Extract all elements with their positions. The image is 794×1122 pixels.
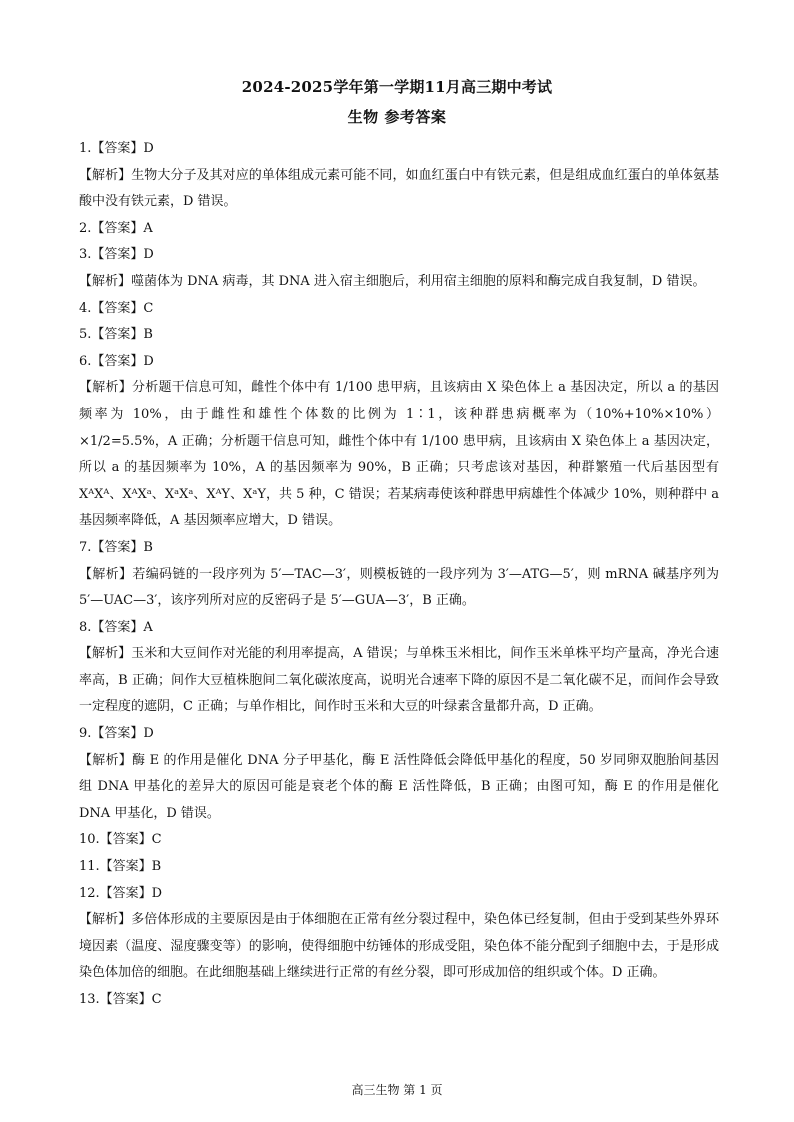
- answer-q11: 11.【答案】B: [79, 859, 162, 875]
- answer-q12: 12.【答案】D: [79, 885, 163, 901]
- answer-q5: 5.【答案】B: [79, 327, 153, 343]
- answer-q8: 8.【答案】A: [79, 619, 153, 635]
- answer-q4: 4.【答案】C: [79, 300, 154, 316]
- answer-list: [79, 136, 719, 1014]
- explanation-q8: 【解析】玉米和大豆间作对光能的利用率提高，A 错误；与单株玉米相比，间作玉米单株平均产量高，净光合速率高，B 正确；间作大豆植株胞间二氧化碳浓度高，说明光合速率下降的原因不是二氧化碳不足，而间作会导致一定程度的遮阴，C 正确；与单作相比，间作时玉米和大豆的叶绿素含量都升高，D 正确。: [79, 646, 719, 715]
- explanation-q6: 【解析】分析题干信息可知，雌性个体中有 1/100 患甲病，且该病由 X 染色体上 a 基因决定，所以 a 的基因频率为 10%，由于雌性和雄性个体数的比例为 1∶1，该种群患病概率为（10%+10%×10%）×1/2=5.5%，A 正确；分析题干信息可知，雌性个体中有 1/100 患甲病，且该病由 X 染色体上 a 基因决定，所以 a 的基因频率为 10%，A 的基因频率为 90%，B 正确；只考虑该对基因，种群繁殖一代后基因型有 XᴬXᴬ、XᴬXᵃ、XᵃXᵃ、XᴬY、XᵃY，共 5 种，C 错误；若某病毒使该种群患甲病雄性个体减少 10%，则种群中 a 基因频率降低，A 基因频率应增大，D 错误。: [79, 380, 719, 529]
- answer-q1: 1.【答案】D: [79, 141, 154, 156]
- answer-q9: 9.【答案】D: [79, 726, 154, 742]
- answer-q7: 7.【答案】B: [79, 539, 153, 555]
- answer-q3: 3.【答案】D: [79, 247, 154, 263]
- answer-q2: 2.【答案】A: [79, 220, 153, 236]
- explanation-q12: 【解析】多倍体形成的主要原因是由于体细胞在正常有丝分裂过程中，染色体已经复制，但由于受到某些外界环境因素（温度、湿度骤变等）的影响，使得细胞中纺锤体的形成受阻，染色体不能分配到子细胞中去，于是形成染色体加倍的细胞。在此细胞基础上继续进行正常的有丝分裂，即可形成加倍的组织或个体。D 正确。: [79, 912, 719, 981]
- answer-subtitle: 生物 参考答案: [347, 108, 447, 126]
- explanation-q3: 【解析】噬菌体为 DNA 病毒，其 DNA 进入宿主细胞后，利用宿主细胞的原料和酶完成自我复制，D 错误。: [79, 273, 706, 289]
- explanation-q1: 【解析】生物大分子及其对应的单体组成元素可能不同，如血红蛋白中有铁元素，但是组成血红蛋白的单体氨基酸中没有铁元素，D 错误。: [79, 167, 719, 210]
- page-footer: 高三生物 第 1 页: [351, 1083, 443, 1097]
- answer-q13: 13.【答案】C: [79, 992, 162, 1007]
- explanation-q7: 【解析】若编码链的一段序列为 5′—TAC—3′，则模板链的一段序列为 3′—ATG—5′，则 mRNA 碱基序列为 5′—UAC—3′，该序列所对应的反密码子是 5′—GUA—3′，B 正确。: [79, 566, 719, 609]
- answer-q10: 10.【答案】C: [79, 832, 162, 848]
- explanation-q9: 【解析】酶 E 的作用是催化 DNA 分子甲基化，酶 E 活性降低会降低甲基化的程度，50 岁同卵双胞胎间基因组 DNA 甲基化的差异大的原因可能是衰老个体的酶 E 活性降低，B 正确；由图可知，酶 E 的作用是催化 DNA 甲基化，D 错误。: [79, 752, 719, 821]
- answer-q6: 6.【答案】D: [79, 353, 154, 369]
- exam-title: 2024-2025学年第一学期11月高三期中考试: [241, 78, 553, 96]
